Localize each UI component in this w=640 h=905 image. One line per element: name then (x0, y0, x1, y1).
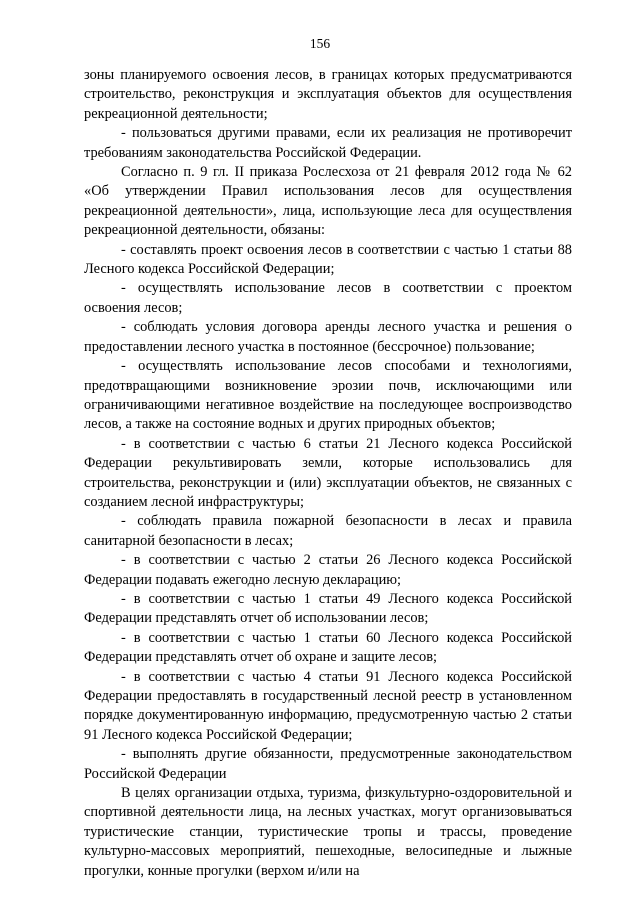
paragraph-rights: - пользоваться другими правами, если их реализация не противоречит требованиям законодательства Российской Федерации. (84, 125, 572, 161)
list-item-other-duties: - выполнять другие обязанности, предусмотренные законодательством Российской Федерации (84, 746, 572, 782)
paragraph-continuation: зоны планируемого освоения лесов, в границах которых предусматриваются строительство, реконструкция и эксплуатация объектов для осуществления рекреационной деятельности; (84, 67, 572, 122)
list-item-project: - составлять проект освоения лесов в соответствии с частью 1 статьи 88 Лесного кодекса Российской Федерации; (84, 241, 572, 278)
list-item-forest-declaration: - в соответствии с частью 2 статьи 26 Лесного кодекса Российской Федерации подавать ежегодно лесную декларацию; (84, 552, 572, 588)
page-number: 156 (309, 36, 331, 51)
list-item-erosion-prevention: - осуществлять использование лесов способами и технологиями, предотвращающими возникновение эрозии почв, исключающими или ограничивающими негативное воздействие на последующее воспроизводство лесов, а также на состояние водных и других природных объектов; (84, 358, 572, 433)
list-item-forest-registry: - в соответствии с частью 4 статьи 91 Лесного кодекса Российской Федерации предоставлять в государственный лесной реестр в установленном порядке документированную информацию, предусмотренную частью 2 статьи 91 Лесного кодекса Российской Федерации; (84, 668, 572, 743)
list-item-use-report: - в соответствии с частью 1 статьи 49 Лесного кодекса Российской Федерации представлять отчет об использовании лесов; (84, 590, 572, 627)
list-item-lease-conditions: - соблюдать условия договора аренды лесного участка и решения о предоставлении лесного участка в постоянное (бессрочное) пользование; (84, 319, 572, 355)
paragraph-order-intro: Согласно п. 9 гл. II приказа Рослесхоза от 21 февраля 2012 года № 62 «Об утверждении Правил использования лесов для осуществления рекреационной деятельности», лица, использующие леса для осуществления рекреационной деятельности, обязаны: (84, 164, 572, 239)
list-item-fire-safety: - соблюдать правила пожарной безопасности в лесах и правила санитарной безопасности в лесах; (84, 513, 572, 549)
body-text (84, 66, 572, 881)
list-item-protection-report: - в соответствии с частью 1 статьи 60 Лесного кодекса Российской Федерации представлять отчет об охране и защите лесов; (84, 629, 572, 666)
list-item-recultivation: - в соответствии с частью 6 статьи 21 Лесного кодекса Российской Федерации рекультивировать земли, которые использовались для строительства, реконструкции и (или) эксплуатации объектов, не связанных с созданием лесной инфраструктуры; (84, 435, 572, 510)
paragraph-recreation-purposes: В целях организации отдыха, туризма, физкультурно-оздоровительной и спортивной деятельности лица, на лесных участках, могут организовываться туристические станции, туристические тропы и трассы, проведение культурно-массовых мероприятий, пешеходные, велосипедные и лыжные прогулки, конные прогулки (верхом и/или на (84, 785, 572, 879)
list-item-use-per-project: - осуществлять использование лесов в соответствии с проектом освоения лесов; (84, 280, 572, 316)
